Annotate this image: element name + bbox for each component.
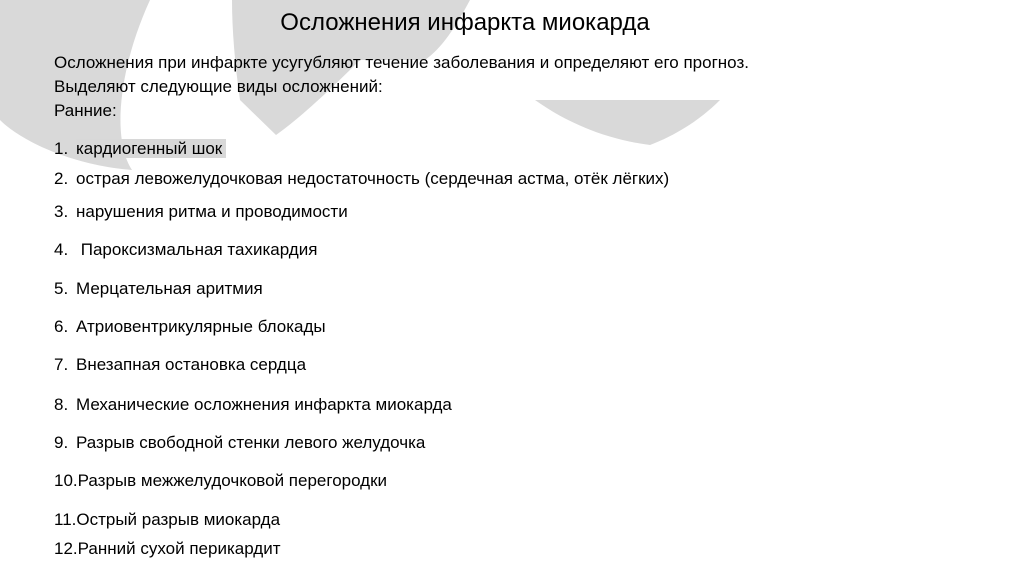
item-number: 5. bbox=[54, 279, 69, 298]
list-item bbox=[54, 316, 326, 338]
list-item bbox=[54, 239, 317, 261]
item-text: нарушения ритма и проводимости bbox=[76, 202, 348, 221]
item-number: 3. bbox=[54, 202, 69, 221]
list-item bbox=[54, 538, 281, 560]
list-item bbox=[54, 278, 263, 300]
item-number: 1. bbox=[54, 139, 69, 158]
intro-text bbox=[54, 51, 749, 123]
item-number: 2. bbox=[54, 169, 69, 188]
list-item bbox=[54, 432, 425, 454]
item-text: Внезапная остановка сердца bbox=[76, 355, 307, 374]
item-number: 12. bbox=[54, 539, 78, 558]
item-text: Механические осложнения инфаркта миокарда bbox=[76, 395, 452, 414]
item-text: кардиогенный шок bbox=[76, 139, 226, 158]
list-item bbox=[54, 201, 348, 223]
list-item bbox=[54, 354, 306, 376]
slide-title: Осложнения инфаркта миокарда bbox=[280, 9, 650, 36]
item-number: 9. bbox=[54, 433, 69, 452]
item-number: 10. bbox=[54, 471, 78, 490]
item-number: 6. bbox=[54, 317, 69, 336]
list-item bbox=[54, 394, 452, 416]
item-number: 11. bbox=[54, 510, 77, 529]
list-item bbox=[54, 138, 226, 160]
item-number: 4. bbox=[54, 240, 69, 259]
item-text: Острый разрыв миокарда bbox=[76, 510, 281, 529]
list-item bbox=[54, 168, 669, 190]
intro-line: Выделяют следующие виды осложнений: bbox=[54, 77, 383, 96]
list-item bbox=[54, 509, 280, 531]
item-text: Пароксизмальная тахикардия bbox=[76, 240, 318, 259]
item-text: Атриовентрикулярные блокады bbox=[76, 317, 326, 336]
item-text: Разрыв межжелудочковой перегородки bbox=[77, 471, 388, 490]
item-text: Ранний сухой перикардит bbox=[77, 539, 281, 558]
item-number: 8. bbox=[54, 395, 69, 414]
item-text: Разрыв свободной стенки левого желудочка bbox=[76, 433, 426, 452]
item-text: Мерцательная аритмия bbox=[76, 279, 263, 298]
item-text: острая левожелудочковая недостаточность (сердечная астма, отёк лёгких) bbox=[76, 169, 670, 188]
list-item bbox=[54, 470, 387, 492]
intro-line: Осложнения при инфаркте усугубляют течение заболевания и определяют его прогноз. bbox=[54, 53, 749, 72]
intro-line: Ранние: bbox=[54, 101, 117, 120]
item-number: 7. bbox=[54, 355, 69, 374]
